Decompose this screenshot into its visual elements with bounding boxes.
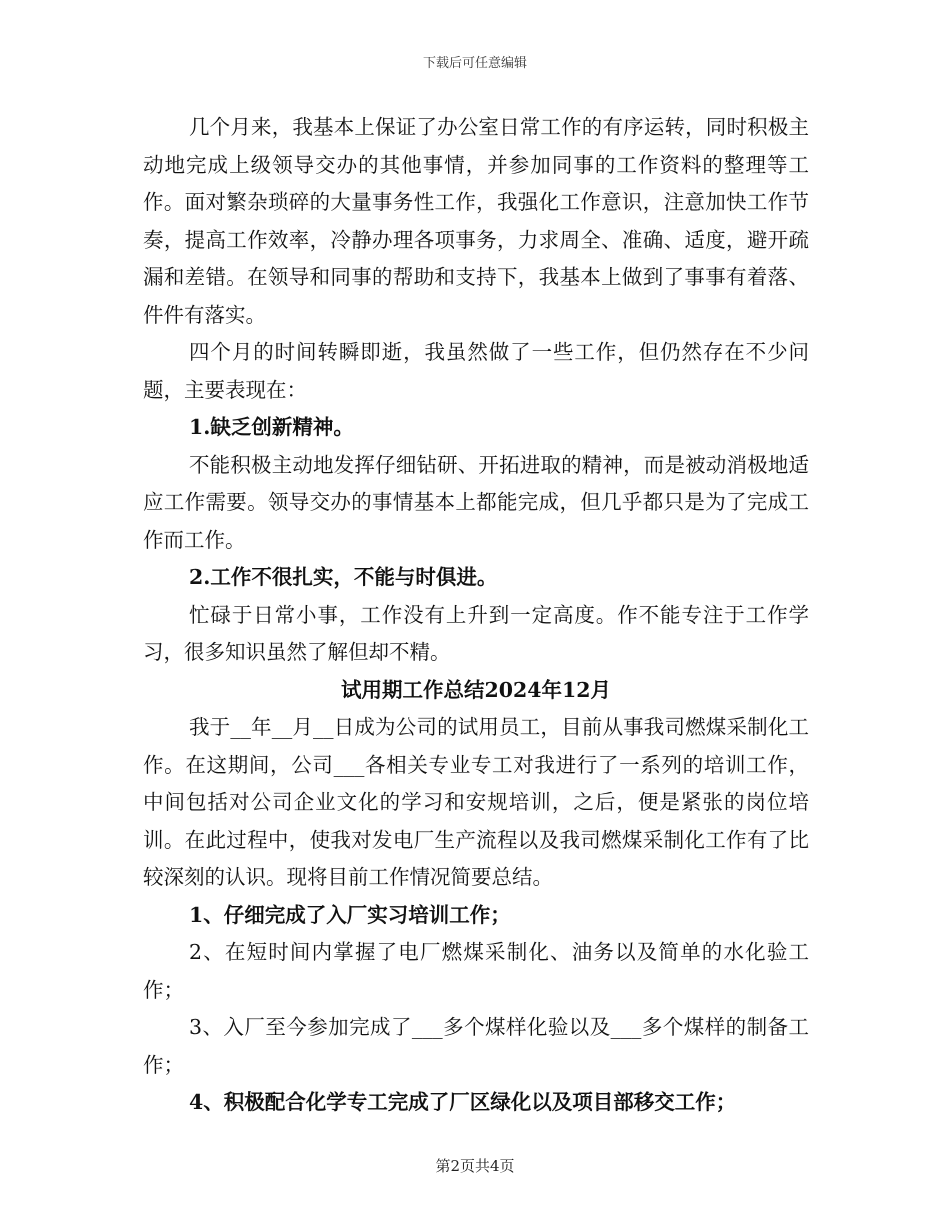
document-body: [143, 109, 809, 1122]
document-title: 试用期工作总结2024年12月: [340, 677, 612, 702]
page-header: 下载后可任意编辑: [422, 56, 527, 71]
paragraph: 忙碌于日常小事，工作没有上升到一定高度。作不能专注于工作学习，很多知识虽然了解但却不精。: [143, 602, 809, 664]
page-footer: 第2页共4页: [435, 1157, 515, 1175]
paragraph: 四个月的时间转瞬即逝，我虽然做了一些工作，但仍然存在不少问题，主要表现在：: [143, 340, 809, 402]
section-heading: 2.工作不很扎实，不能与时俱进。: [189, 565, 498, 589]
list-item: 1、仔细完成了入厂实习培训工作；: [189, 902, 511, 927]
list-item: 3、入厂至今参加完成了___多个煤样化验以及___多个煤样的制备工作；: [143, 1015, 809, 1077]
section-heading: 1.缺乏创新精神。: [189, 415, 354, 439]
list-item: 4、积极配合化学专工完成了厂区绿化以及项目部移交工作；: [189, 1090, 737, 1114]
list-item: 2、在短时间内掌握了电厂燃煤采制化、油务以及简单的水化验工作；: [143, 940, 809, 1002]
paragraph: 不能积极主动地发挥仔细钻研、开拓进取的精神，而是被动消极地适应工作需要。领导交办的事情基本上都能完成，但几乎都只是为了完成工作而工作。: [143, 452, 809, 552]
paragraph: 我于__年__月__日成为公司的试用员工，目前从事我司燃煤采制化工作。在这期间，公司___各相关专业专工对我进行了一系列的培训工作，中间包括对公司企业文化的学习和安规培训，之后，便是紧张的岗位培训。在此过程中，使我对发电厂生产流程以及我司燃煤采制化工作有了比较深刻的认识。现将目前工作情况简要总结。: [143, 715, 809, 889]
paragraph: 几个月来，我基本上保证了办公室日常工作的有序运转，同时积极主动地完成上级领导交办的其他事情，并参加同事的工作资料的整理等工作。面对繁杂琐碎的大量事务性工作，我强化工作意识，注意加快工作节奏，提高工作效率，冷静办理各项事务，力求周全、准确、适度，避开疏漏和差错。在领导和同事的帮助和支持下，我基本上做到了事事有着落、件件有落实。: [143, 115, 809, 327]
